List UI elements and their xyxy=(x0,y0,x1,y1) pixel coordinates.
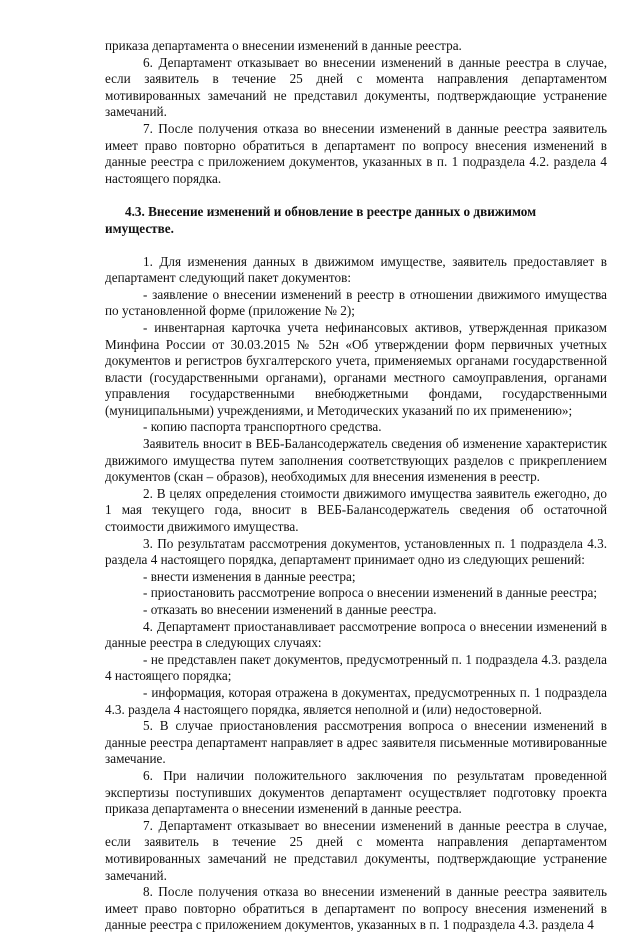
paragraph: 6. При наличии положительного заключения по результатам проведенной экспертизы поступивших документов департамент осуществляет подготовку проекта приказа департамента о внесении изменений в данные реестра. xyxy=(105,767,607,817)
list-item: - инвентарная карточка учета нефинансовых активов, утвержденная приказом Минфина России от 30.03.2015 № 52н «Об утверждении форм первичных учетных документов и регистров бухгалтерского учета, применяемых органами государственной власти (государственными органами), органами местного самоуправления, органами управления государственными внебюджетными фондами, государственными (муниципальными) учреждениями, и Методических указаний по их применению»; xyxy=(105,319,607,418)
list-item: - отказать во внесении изменений в данные реестра. xyxy=(143,602,437,617)
list-item: - внести изменения в данные реестра; xyxy=(143,568,356,584)
paragraph: 6. Департамент отказывает во внесении изменений в данные реестра в случае, если заявитель в течение 25 дней с момента направления департаментом мотивированных замечаний не представил документы, подтверждающие устранение замечаний. xyxy=(105,54,607,120)
paragraph: 8. После получения отказа во внесении изменений в данные реестра заявитель имеет право повторно обратиться в департамент по вопросу внесения изменений в данные реестра с приложением документов, указанных в п. 1 подраздела 4.3. раздела 4 xyxy=(105,884,607,933)
document-page xyxy=(105,38,607,934)
paragraph: приказа департамента о внесении изменений в данные реестра. xyxy=(105,38,462,53)
top-paragraphs xyxy=(105,38,607,187)
main-paragraphs xyxy=(105,254,607,934)
list-item: - копию паспорта транспортного средства. xyxy=(143,419,382,435)
paragraph: Заявитель вносит в ВЕБ-Балансодержатель сведения об изменение характеристик движимого имущества путем заполнения соответствующих разделов с прикреплением документов (скан – образов), необходимых для внесения изменения в реестр. xyxy=(105,436,607,485)
section-heading: 4.3. Внесение изменений и обновление в реестре данных о движимом имуществе. xyxy=(105,204,537,236)
list-item: - не представлен пакет документов, предусмотренный п. 1 подраздела 4.3. раздела 4 настоящего порядка; xyxy=(105,651,607,684)
paragraph: 7. После получения отказа во внесении изменений в данные реестра заявитель имеет право повторно обратиться в департамент по вопросу внесения изменений в данные реестра с приложением документов, указанных в п. 1 подраздела 4.2. раздела 4 настоящего порядка. xyxy=(105,120,607,186)
paragraph: 1. Для изменения данных в движимом имуществе, заявитель предоставляет в департамент следующий пакет документов: xyxy=(105,253,607,286)
paragraph: 4. Департамент приостанавливает рассмотрение вопроса о внесении изменений в данные реестра в следующих случаях: xyxy=(105,618,607,651)
paragraph: 2. В целях определения стоимости движимого имущества заявитель ежегодно, до 1 мая текущего года, вносит в ВЕБ-Балансодержатель сведения об остаточной стоимости движимого имущества. xyxy=(105,485,607,535)
paragraph: 5. В случае приостановления рассмотрения вопроса о внесении изменений в данные реестра департамент направляет в адрес заявителя письменные мотивированные замечание. xyxy=(105,718,607,767)
paragraph: 7. Департамент отказывает во внесении изменений в данные реестра в случае, если заявитель в течение 25 дней с момента направления департаментом мотивированных замечаний не представил документы, подтверждающие устранение замечаний. xyxy=(105,817,607,883)
list-item: - приостановить рассмотрение вопроса о внесении изменений в данные реестра; xyxy=(143,585,598,601)
list-item: - заявление о внесении изменений в реестр в отношении движимого имущества по установленной форме (приложение № 2); xyxy=(105,286,607,319)
list-item: - информация, которая отражена в документах, предусмотренных п. 1 подраздела 4.3. раздела 4 настоящего порядка, является неполной и (или) недостоверной. xyxy=(105,684,607,717)
paragraph: 3. По результатам рассмотрения документов, установленных п. 1 подраздела 4.3. раздела 4 настоящего порядка, департамент принимает одно из следующих решений: xyxy=(105,535,607,568)
